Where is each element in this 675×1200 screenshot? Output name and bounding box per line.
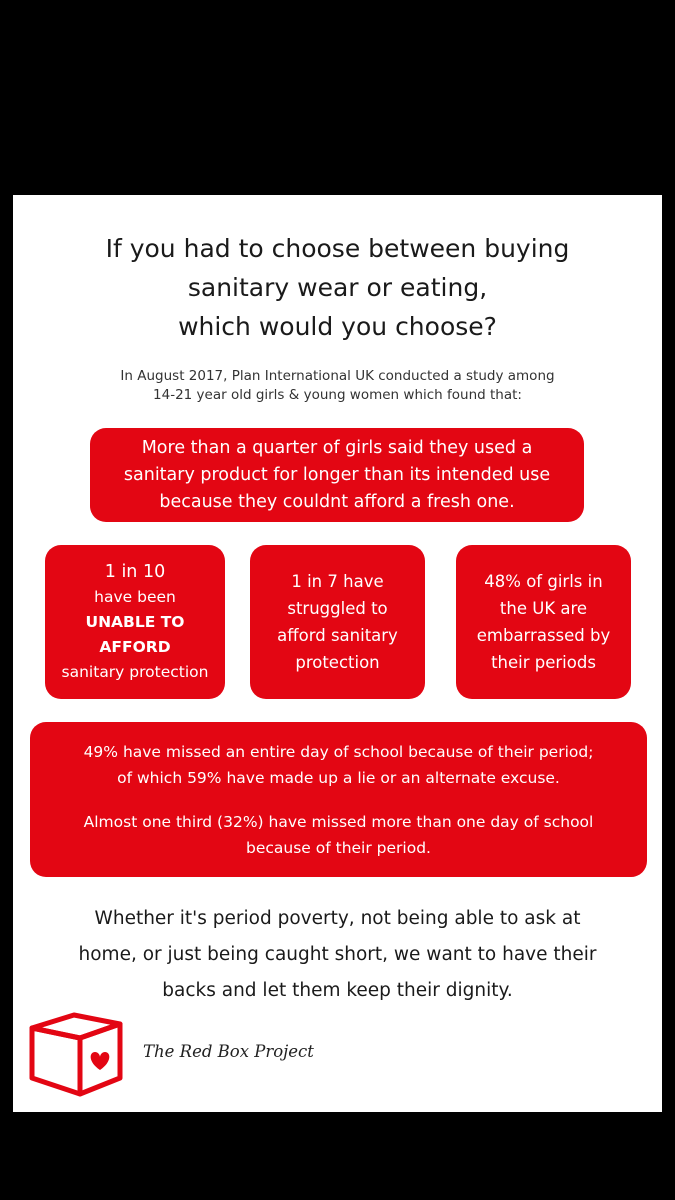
struggled-line-2: struggled to	[287, 599, 388, 618]
unable-line-3: UNABLE TO	[85, 612, 185, 631]
missed-school-box	[30, 722, 647, 877]
struggled-line-4: protection	[295, 653, 380, 672]
embarrassed-line-2: the UK are	[499, 599, 588, 618]
intro-text	[13, 367, 662, 405]
stat-embarrassed	[456, 545, 631, 699]
closing-line-2: home, or just being caught short, we want to have their	[78, 944, 597, 965]
stat-struggled-to-afford	[250, 545, 425, 699]
title-line-3: which would you choose?	[178, 312, 497, 341]
school-line-4: because of their period.	[246, 838, 431, 857]
unable-line-4: AFFORD	[99, 637, 171, 656]
unable-line-1: 1 in 10	[104, 561, 166, 582]
intro-line-2: 14-21 year old girls & young women which found that:	[153, 387, 522, 403]
brand-name: The Red Box Project	[143, 1042, 314, 1061]
unable-line-2: have been	[94, 587, 176, 606]
embarrassed-line-3: embarrassed by	[476, 626, 611, 645]
title-line-2: sanitary wear or eating,	[187, 273, 488, 302]
embarrassed-line-1: 48% of girls in	[484, 572, 603, 591]
quarter-of-girls-box	[90, 428, 584, 522]
quarter-line-3: because they couldnt afford a fresh one.	[159, 491, 515, 512]
quarter-line-2: sanitary product for longer than its intended use	[123, 464, 551, 485]
closing-line-3: backs and let them keep their dignity.	[162, 980, 513, 1001]
school-line-3: Almost one third (32%) have missed more than one day of school	[83, 812, 594, 831]
red-box-heart-icon	[28, 1000, 128, 1100]
embarrassed-line-4: their periods	[491, 653, 596, 672]
unable-line-5: sanitary protection	[61, 662, 209, 681]
quarter-line-1: More than a quarter of girls said they used a	[141, 437, 533, 458]
infographic-card	[13, 195, 662, 1112]
intro-line-1: In August 2017, Plan International UK conducted a study among	[120, 368, 555, 384]
struggled-line-1: 1 in 7 have	[291, 572, 384, 591]
struggled-line-3: afford sanitary	[277, 626, 398, 645]
closing-statement	[13, 901, 662, 1009]
school-line-1: 49% have missed an entire day of school because of their period;	[83, 742, 594, 761]
school-line-2: of which 59% have made up a lie or an alternate excuse.	[117, 768, 560, 787]
page-title	[13, 229, 662, 346]
stat-unable-to-afford	[45, 545, 225, 699]
title-line-1: If you had to choose between buying	[105, 234, 570, 263]
closing-line-1: Whether it's period poverty, not being able to ask at	[94, 908, 581, 929]
